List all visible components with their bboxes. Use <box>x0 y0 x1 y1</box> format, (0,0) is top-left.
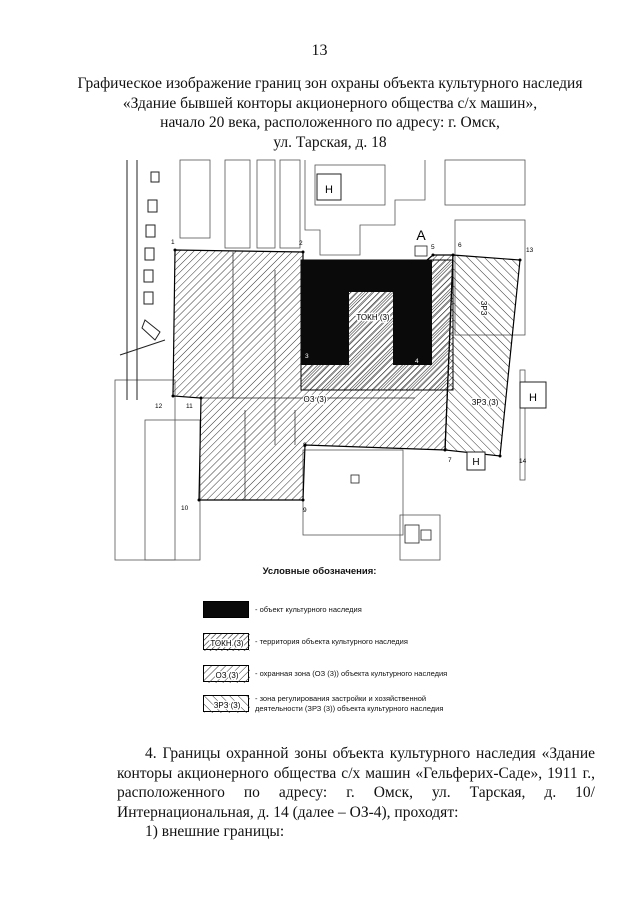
point-label: 14 <box>519 458 527 465</box>
point-label: 5 <box>431 244 435 251</box>
legend-swatch <box>203 633 249 650</box>
point-label: 6 <box>458 242 462 249</box>
point-label: 13 <box>526 247 534 254</box>
body-paragraph: 4. Границы охранной зоны объекта культурного наследия «Здание конторы акционерного общества с/х машин «Гельферих-Саде», 1911 г., расположенного по адресу: г. Омск, ул. Тарская, д. 10/Интернациональная, д. 14 (далее – ОЗ-4), проходят: <box>117 745 595 821</box>
document-title <box>70 74 590 152</box>
legend-heading: Условные обозначения: <box>262 566 377 577</box>
legend-swatch <box>203 601 249 618</box>
legend-text-line: деятельности (ЗРЗ (3)) объекта культурного наследия <box>255 704 444 713</box>
zrz-label: ЗРЗ (3) <box>471 398 499 407</box>
direction-marker-a: А <box>416 227 426 243</box>
point-label: 12 <box>155 403 163 410</box>
building-n-label: Н <box>472 457 480 468</box>
point-label: 8 <box>303 442 307 449</box>
street-parking-markers <box>120 160 165 400</box>
legend-text: - территория объекта культурного наследия <box>255 637 408 646</box>
point-label: 1 <box>171 239 175 246</box>
point-label: 4 <box>415 358 419 365</box>
title-line: ул. Тарская, д. 18 <box>273 133 387 151</box>
legend-swatch-label: ЗРЗ (3) <box>213 701 241 710</box>
zrz-zone <box>445 255 520 456</box>
tokn-label: ТОКН (3) <box>356 313 390 322</box>
title-line: Графическое изображение границ зон охраны объекта культурного наследия <box>77 75 583 92</box>
legend-text <box>255 694 443 714</box>
zone-map <box>115 160 537 560</box>
legend-text-line: - зона регулирования застройки и хозяйственной <box>255 694 427 703</box>
legend-swatch-label: ТОКН (3) <box>210 639 244 648</box>
point-label: 9 <box>303 507 307 514</box>
point-label: 10 <box>181 505 189 512</box>
point-label: 3 <box>305 353 309 360</box>
point-label: 2 <box>299 240 303 247</box>
page-number: 13 <box>311 42 328 59</box>
building-n-label: Н <box>529 392 537 404</box>
body-list-item: 1) внешние границы: <box>145 823 285 840</box>
legend-text: - охранная зона (ОЗ (3)) объекта культурного наследия <box>255 669 448 678</box>
zrz-vertical-label: ЗРЗ <box>479 300 488 316</box>
legend-swatch-label: ОЗ (3) <box>215 671 239 680</box>
title-line: начало 20 века, расположенного по адресу: г. Омск, <box>160 114 500 131</box>
legend-swatch <box>203 665 249 682</box>
body-text <box>117 744 595 842</box>
legend-text: - объект культурного наследия <box>255 605 362 614</box>
oz-label: ОЗ (3) <box>303 395 327 404</box>
point-label: 7 <box>448 457 452 464</box>
building-n-label: Н <box>325 184 333 196</box>
point-label: 11 <box>186 403 193 410</box>
legend-swatch <box>203 695 249 712</box>
title-line: «Здание бывшей конторы акционерного общества с/х машин», <box>122 94 538 112</box>
